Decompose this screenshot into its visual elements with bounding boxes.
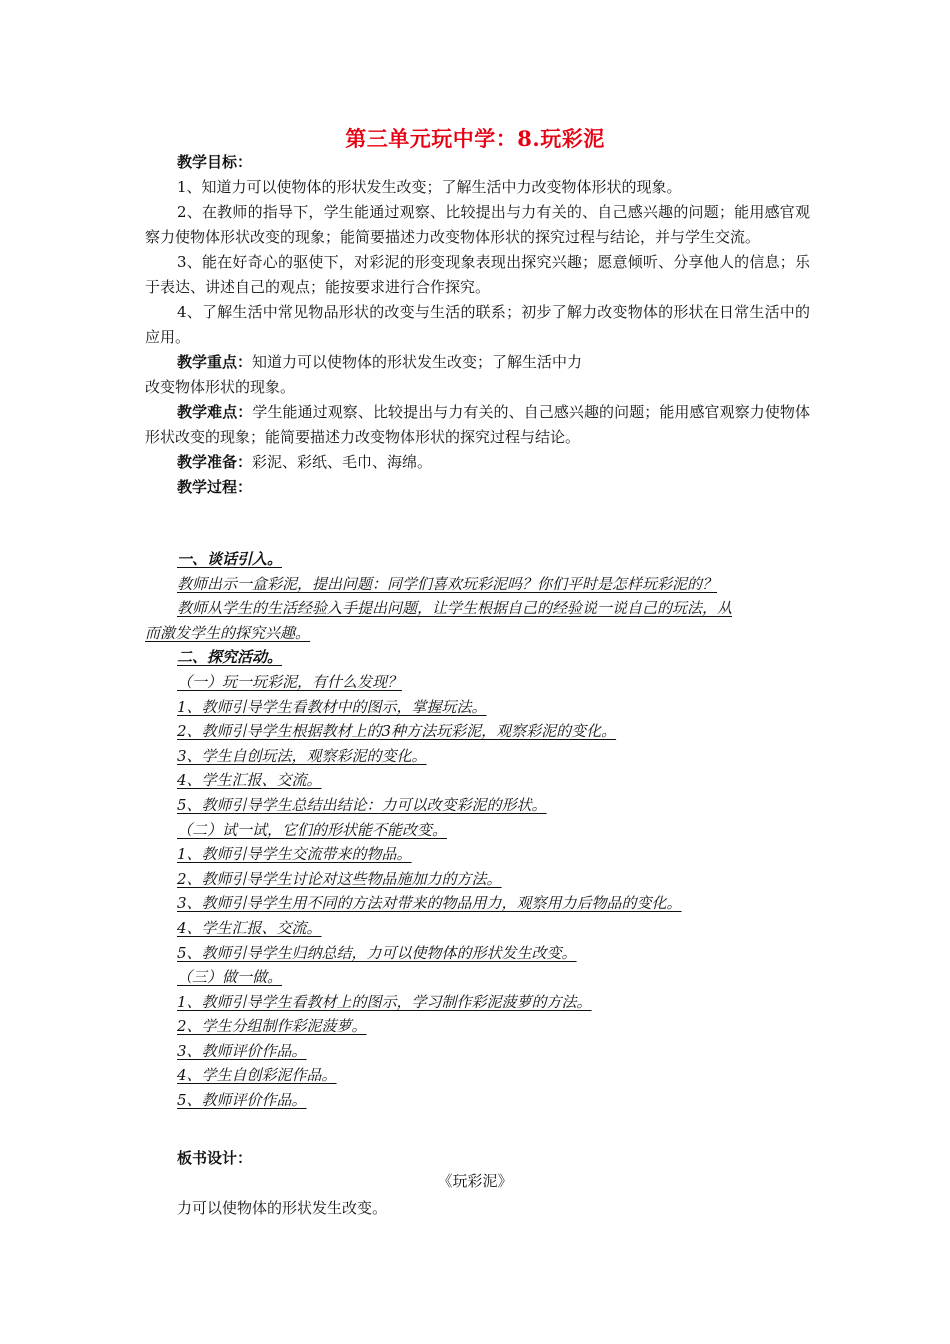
section-1-paragraph-2-line1: 教师从学生的生活经验入手提出问题，让学生根据自己的经验说一说自己的玩法，从 [177,599,733,618]
part-1-item: 1、教师引导学生看教材中的图示，掌握玩法。 [177,697,487,716]
board-line: 力可以使物体的形状发生改变。 [177,1199,388,1217]
objectives-heading: 教学目标： [177,153,253,171]
process-section [145,547,812,1113]
board-heading: 板书设计： [177,1149,253,1167]
part-1-title: （一）玩一玩彩泥，有什么发现？ [177,672,403,691]
document-title: 第三单元玩中学：8.玩彩泥 [345,126,605,151]
difficulty-text: 学生能通过观察、比较提出与力有关的、自己感兴趣的问题；能用感官观察力使物体形状改变的现象；能简要描述力改变物体形状的探究过程与结论。 [145,403,810,446]
part-2-item: 2、教师引导学生讨论对这些物品施加力的方法。 [177,869,502,888]
section-2-title: 二、探究活动。 [177,648,283,667]
part-2-item: 4、学生汇报、交流。 [177,918,322,937]
preparation-label: 教学准备： [177,453,253,471]
objective-item: 2、在教师的指导下，学生能通过观察、比较提出与力有关的、自己感兴趣的问题；能用感官观察力使物体形状改变的现象；能简要描述力改变物体形状的探究过程与结论，并与学生交流。 [145,203,810,246]
objective-item: 4、了解生活中常见物品形状的改变与生活的联系；初步了解力改变物体的形状在日常生活中的应用。 [145,303,810,346]
part-3-title: （三）做一做。 [177,968,283,987]
key-point-label: 教学重点： [177,353,253,371]
board-title: 《玩彩泥》 [437,1172,513,1190]
key-point [145,350,810,375]
difficulty [145,400,810,450]
section-1-title: 一、谈话引入。 [177,550,283,568]
section-1-paragraph-2-line2: 而激发学生的探究兴趣。 [145,623,311,642]
part-3-item: 1、教师引导学生看教材上的图示，学习制作彩泥菠萝的方法。 [177,992,592,1011]
part-3-item: 3、教师评价作品。 [177,1041,307,1060]
part-2-item: 5、教师引导学生归纳总结，力可以使物体的形状发生改变。 [177,943,577,962]
section-1-paragraph-1: 教师出示一盒彩泥，提出问题：同学们喜欢玩彩泥吗？你们平时是怎样玩彩泥的？ [177,574,718,593]
part-2-item: 3、教师引导学生用不同的方法对带来的物品用力，观察用力后物品的变化。 [177,894,682,913]
part-1-item: 4、学生汇报、交流。 [177,771,322,790]
part-3-item: 4、学生自创彩泥作品。 [177,1066,337,1085]
part-2-item: 1、教师引导学生交流带来的物品。 [177,845,412,864]
part-1-item: 5、教师引导学生总结出结论：力可以改变彩泥的形状。 [177,795,547,814]
objective-item: 1、知道力可以使物体的形状发生改变；了解生活中力改变物体形状的现象。 [177,178,682,196]
part-1-item: 3、学生自创玩法，观察彩泥的变化。 [177,746,427,765]
difficulty-label: 教学难点： [177,403,253,421]
preparation-text: 彩泥、彩纸、毛巾、海绵。 [252,453,433,471]
objectives-section [145,150,810,500]
preparation [145,450,810,475]
part-2-title: （二）试一试，它们的形状能不能改变。 [177,820,448,839]
part-3-item: 5、教师评价作品。 [177,1091,307,1110]
part-3-item: 2、学生分组制作彩泥菠萝。 [177,1017,367,1036]
key-point-text-line1: 知道力可以使物体的形状发生改变；了解生活中力 [252,353,583,371]
part-1-item: 2、教师引导学生根据教材上的3种方法玩彩泥，观察彩泥的变化。 [177,722,617,741]
objective-item: 3、能在好奇心的驱使下，对彩泥的形变现象表现出探究兴趣；愿意倾听、分享他人的信息；乐于表达、讲述自己的观点；能按要求进行合作探究。 [145,253,810,296]
key-point-text-line2: 改变物体形状的现象。 [145,378,296,396]
process-heading: 教学过程： [177,478,253,496]
